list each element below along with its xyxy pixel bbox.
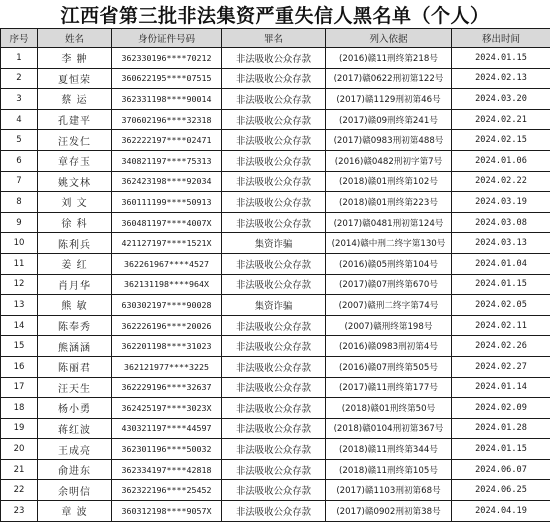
row-basis: (2017)赣09刑终第241号	[326, 109, 452, 130]
row-id-number: 360481197****4007X	[112, 212, 222, 233]
row-crime: 非法吸收公众存款	[222, 171, 326, 192]
row-removal-date: 2024.02.11	[452, 315, 550, 336]
row-basis: (2017)赣07刑终第670号	[326, 274, 452, 295]
row-id-number: 362201198****31023	[112, 336, 222, 357]
row-removal-date: 2024.06.07	[452, 459, 550, 480]
row-removal-date: 2024.02.22	[452, 171, 550, 192]
table-row	[1, 439, 550, 460]
row-seq: 11	[1, 253, 38, 274]
row-crime: 非法吸收公众存款	[222, 356, 326, 377]
table-row	[1, 212, 550, 233]
table-row	[1, 295, 550, 316]
row-name: 刘 文	[38, 192, 112, 213]
row-name: 蔡 运	[38, 89, 112, 110]
row-name: 孔建平	[38, 109, 112, 130]
row-removal-date: 2024.02.27	[452, 356, 550, 377]
row-id-number: 370602196****32318	[112, 109, 222, 130]
row-basis: (2017)赣0902刑初第38号	[326, 501, 452, 522]
table-row	[1, 233, 550, 254]
table-row	[1, 377, 550, 398]
table-row	[1, 356, 550, 377]
table-row	[1, 315, 550, 336]
row-name: 汪天生	[38, 377, 112, 398]
row-id-number: 362226196****20026	[112, 315, 222, 336]
row-seq: 9	[1, 212, 38, 233]
row-crime: 非法吸收公众存款	[222, 398, 326, 419]
row-name: 熊 敏	[38, 295, 112, 316]
row-crime: 非法吸收公众存款	[222, 480, 326, 501]
table-row	[1, 459, 550, 480]
row-basis: (2018)赣01刑终第102号	[326, 171, 452, 192]
table-row	[1, 480, 550, 501]
row-seq: 17	[1, 377, 38, 398]
row-crime: 集资诈骗	[222, 233, 326, 254]
row-crime: 非法吸收公众存款	[222, 501, 326, 522]
row-crime: 非法吸收公众存款	[222, 459, 326, 480]
row-seq: 13	[1, 295, 38, 316]
row-seq: 16	[1, 356, 38, 377]
row-basis: (2017)赣1103刑初第68号	[326, 480, 452, 501]
header-basis: 列入依据	[326, 29, 452, 48]
row-crime: 非法吸收公众存款	[222, 377, 326, 398]
table-row	[1, 150, 550, 171]
row-id-number: 362330196****70212	[112, 48, 222, 69]
table-row	[1, 68, 550, 89]
row-removal-date: 2024.03.13	[452, 233, 550, 254]
row-seq: 8	[1, 192, 38, 213]
row-id-number: 421127197****1521X	[112, 233, 222, 254]
row-basis: (2018)赣11刑终第344号	[326, 439, 452, 460]
row-seq: 12	[1, 274, 38, 295]
row-crime: 非法吸收公众存款	[222, 439, 326, 460]
row-name: 章存玉	[38, 150, 112, 171]
row-removal-date: 2024.01.04	[452, 253, 550, 274]
row-seq: 21	[1, 459, 38, 480]
row-crime: 非法吸收公众存款	[222, 89, 326, 110]
row-basis: (2016)赣11刑终第218号	[326, 48, 452, 69]
table-row	[1, 418, 550, 439]
row-removal-date: 2024.02.05	[452, 295, 550, 316]
row-basis: (2016)赣0983刑初第4号	[326, 336, 452, 357]
row-id-number: 362261967****4527	[112, 253, 222, 274]
table-row	[1, 336, 550, 357]
row-crime: 非法吸收公众存款	[222, 150, 326, 171]
row-name: 姚文林	[38, 171, 112, 192]
header-row	[1, 29, 550, 48]
row-crime: 集资诈骗	[222, 295, 326, 316]
row-id-number: 360622195****07515	[112, 68, 222, 89]
table-row	[1, 109, 550, 130]
header-name: 姓名	[38, 29, 112, 48]
table-row	[1, 48, 550, 69]
row-id-number: 362222197****02471	[112, 130, 222, 151]
row-crime: 非法吸收公众存款	[222, 274, 326, 295]
row-removal-date: 2024.01.15	[452, 48, 550, 69]
page-title: 江西省第三批非法集资严重失信人黑名单（个人）	[0, 0, 550, 28]
row-basis: (2018)赣11刑终第105号	[326, 459, 452, 480]
row-seq: 1	[1, 48, 38, 69]
row-basis: (2018)赣0104刑初第367号	[326, 418, 452, 439]
table-row	[1, 171, 550, 192]
row-id-number: 362229196****32637	[112, 377, 222, 398]
row-name: 汪发仁	[38, 130, 112, 151]
row-removal-date: 2024.03.20	[452, 89, 550, 110]
table-row	[1, 253, 550, 274]
row-basis: (2016)赣0482刑初字第7号	[326, 150, 452, 171]
row-removal-date: 2024.01.15	[452, 274, 550, 295]
header-id-number: 身份证件号码	[112, 29, 222, 48]
row-seq: 14	[1, 315, 38, 336]
row-seq: 3	[1, 89, 38, 110]
row-basis: (2018)赣01刑终第223号	[326, 192, 452, 213]
row-name: 俞进东	[38, 459, 112, 480]
row-id-number: 362331198****90014	[112, 89, 222, 110]
row-removal-date: 2024.01.15	[452, 439, 550, 460]
row-basis: (2018)赣01刑终第50号	[326, 398, 452, 419]
row-seq: 18	[1, 398, 38, 419]
row-crime: 非法吸收公众存款	[222, 253, 326, 274]
row-seq: 22	[1, 480, 38, 501]
row-name: 陈奉秀	[38, 315, 112, 336]
row-crime: 非法吸收公众存款	[222, 192, 326, 213]
row-seq: 10	[1, 233, 38, 254]
row-basis: (2017)赣11刑终第177号	[326, 377, 452, 398]
row-removal-date: 2024.03.19	[452, 192, 550, 213]
row-basis: (2017)赣0481刑初第124号	[326, 212, 452, 233]
row-basis: (2017)赣1129刑初第46号	[326, 89, 452, 110]
row-basis: (2016)赣05刑终第104号	[326, 253, 452, 274]
row-name: 夏恒荣	[38, 68, 112, 89]
row-removal-date: 2024.06.25	[452, 480, 550, 501]
row-basis: (2007)赣刑二终字第74号	[326, 295, 452, 316]
row-crime: 非法吸收公众存款	[222, 315, 326, 336]
row-id-number: 362322196****25452	[112, 480, 222, 501]
row-id-number: 340821197****75313	[112, 150, 222, 171]
table-row	[1, 89, 550, 110]
row-crime: 非法吸收公众存款	[222, 68, 326, 89]
row-seq: 19	[1, 418, 38, 439]
row-id-number: 360111199****50913	[112, 192, 222, 213]
row-name: 王成亮	[38, 439, 112, 460]
row-basis: (2014)赣中刑二终字第130号	[326, 233, 452, 254]
row-name: 余明信	[38, 480, 112, 501]
row-name: 徐 科	[38, 212, 112, 233]
table-row	[1, 274, 550, 295]
row-crime: 非法吸收公众存款	[222, 212, 326, 233]
row-seq: 6	[1, 150, 38, 171]
row-removal-date: 2024.04.19	[452, 501, 550, 522]
row-name: 李 翀	[38, 48, 112, 69]
blacklist-table	[0, 28, 550, 522]
row-crime: 非法吸收公众存款	[222, 418, 326, 439]
row-removal-date: 2024.02.21	[452, 109, 550, 130]
header-seq: 序号	[1, 29, 38, 48]
row-crime: 非法吸收公众存款	[222, 336, 326, 357]
row-seq: 15	[1, 336, 38, 357]
row-crime: 非法吸收公众存款	[222, 48, 326, 69]
table-row	[1, 130, 550, 151]
row-seq: 2	[1, 68, 38, 89]
row-name: 蒋红波	[38, 418, 112, 439]
row-basis: (2007)赣刑终第198号	[326, 315, 452, 336]
row-seq: 5	[1, 130, 38, 151]
row-name: 章 波	[38, 501, 112, 522]
row-id-number: 430321197****44597	[112, 418, 222, 439]
row-seq: 20	[1, 439, 38, 460]
row-name: 姜 红	[38, 253, 112, 274]
table-row	[1, 501, 550, 522]
row-id-number: 362425197****3023X	[112, 398, 222, 419]
row-removal-date: 2024.02.26	[452, 336, 550, 357]
row-id-number: 362423198****92034	[112, 171, 222, 192]
row-name: 肖月华	[38, 274, 112, 295]
row-seq: 4	[1, 109, 38, 130]
row-removal-date: 2024.01.06	[452, 150, 550, 171]
row-seq: 7	[1, 171, 38, 192]
header-crime: 罪名	[222, 29, 326, 48]
row-removal-date: 2024.02.15	[452, 130, 550, 151]
row-basis: (2017)赣0983刑初第488号	[326, 130, 452, 151]
row-id-number: 362334197****42818	[112, 459, 222, 480]
row-name: 杨小勇	[38, 398, 112, 419]
row-name: 陈丽君	[38, 356, 112, 377]
row-id-number: 360312198****9057X	[112, 501, 222, 522]
row-name: 陈利兵	[38, 233, 112, 254]
row-removal-date: 2024.03.08	[452, 212, 550, 233]
row-basis: (2017)赣0622刑初第122号	[326, 68, 452, 89]
header-removal-date: 移出时间	[452, 29, 550, 48]
row-removal-date: 2024.02.09	[452, 398, 550, 419]
row-id-number: 362121977****3225	[112, 356, 222, 377]
row-crime: 非法吸收公众存款	[222, 109, 326, 130]
row-name: 熊涵涵	[38, 336, 112, 357]
row-removal-date: 2024.01.14	[452, 377, 550, 398]
table-row	[1, 398, 550, 419]
row-seq: 23	[1, 501, 38, 522]
row-crime: 非法吸收公众存款	[222, 130, 326, 151]
row-id-number: 630302197****90028	[112, 295, 222, 316]
row-id-number: 362131198****964X	[112, 274, 222, 295]
row-basis: (2016)赣07刑终第505号	[326, 356, 452, 377]
row-removal-date: 2024.02.13	[452, 68, 550, 89]
row-removal-date: 2024.01.28	[452, 418, 550, 439]
table-row	[1, 192, 550, 213]
row-id-number: 362301196****50032	[112, 439, 222, 460]
